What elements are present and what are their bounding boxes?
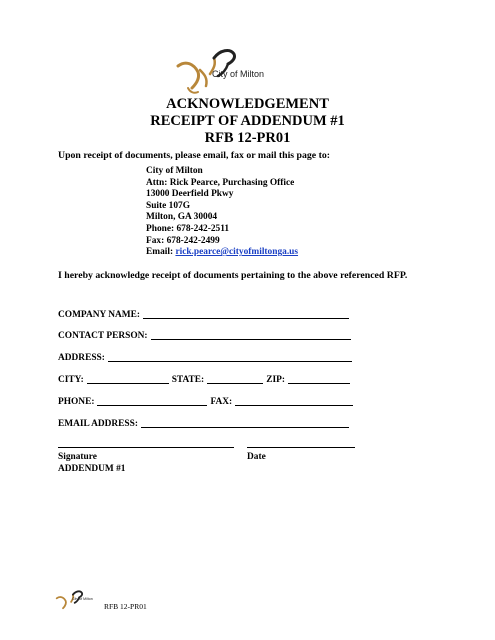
zip-label: ZIP: <box>266 375 285 385</box>
phone-field[interactable] <box>97 396 207 406</box>
date-label: Date <box>247 452 266 462</box>
city-logo <box>172 44 332 100</box>
city-label: CITY: <box>58 375 84 385</box>
address-email-row <box>146 247 298 259</box>
signature-lines <box>58 447 358 457</box>
logo-text: City of Milton <box>212 69 265 79</box>
email-row <box>58 418 352 429</box>
address-attn: Attn: Rick Pearce, Purchasing Office <box>146 177 295 188</box>
address-street: 13000 Deerfield Pkwy <box>146 189 234 200</box>
address-suite: Suite 107G <box>146 200 191 211</box>
address-label: ADDRESS: <box>58 353 105 363</box>
fax-label: FAX: <box>210 397 233 407</box>
company-name-label: COMPANY NAME: <box>58 310 141 320</box>
state-field[interactable] <box>207 374 263 384</box>
email-address-field[interactable] <box>141 418 349 428</box>
contact-person-field[interactable] <box>151 330 351 340</box>
acknowledgement-text: I hereby acknowledge receipt of documents pertaining to the above referenced RFP. <box>58 270 408 281</box>
footer-logo-text: City of Milton <box>72 597 93 601</box>
signature-line[interactable] <box>58 447 234 448</box>
address-row <box>58 352 355 363</box>
fax-field[interactable] <box>235 396 353 406</box>
state-label: STATE: <box>171 375 205 385</box>
footer-document-code: RFB 12-PR01 <box>104 602 147 611</box>
intro-text: Upon receipt of documents, please email, fax or mail this page to: <box>58 150 331 161</box>
company-name-field[interactable] <box>143 309 349 319</box>
title-line-1: ACKNOWLEDGEMENT <box>166 96 329 112</box>
email-address-label: EMAIL ADDRESS: <box>58 419 138 429</box>
document-title <box>0 96 495 147</box>
city-state-zip-row <box>58 374 353 385</box>
company-name-row <box>58 309 352 320</box>
phone-fax-row <box>58 396 356 407</box>
address-city: Milton, GA 30004 <box>146 212 218 223</box>
email-label: Email: <box>146 247 174 258</box>
contact-person-label: CONTACT PERSON: <box>58 331 148 341</box>
contact-person-row <box>58 330 354 341</box>
title-line-3: RFB 12-PR01 <box>204 130 291 146</box>
title-line-2: RECEIPT OF ADDENDUM #1 <box>150 113 345 129</box>
addendum-label: ADDENDUM #1 <box>58 464 126 474</box>
phone-label: PHONE: <box>58 397 95 407</box>
footer-horse-logo-icon <box>54 588 90 614</box>
signature-label: Signature <box>58 452 97 462</box>
zip-field[interactable] <box>288 374 350 384</box>
email-link[interactable]: rick.pearce@cityofmiltonga.us <box>175 247 299 258</box>
date-line[interactable] <box>247 447 355 448</box>
city-field[interactable] <box>87 374 169 384</box>
mailing-address <box>146 166 298 259</box>
address-fax: Fax: 678-242-2499 <box>146 235 220 246</box>
address-org: City of Milton <box>146 166 203 176</box>
address-phone: Phone: 678-242-2511 <box>146 223 230 234</box>
address-field[interactable] <box>108 352 352 362</box>
